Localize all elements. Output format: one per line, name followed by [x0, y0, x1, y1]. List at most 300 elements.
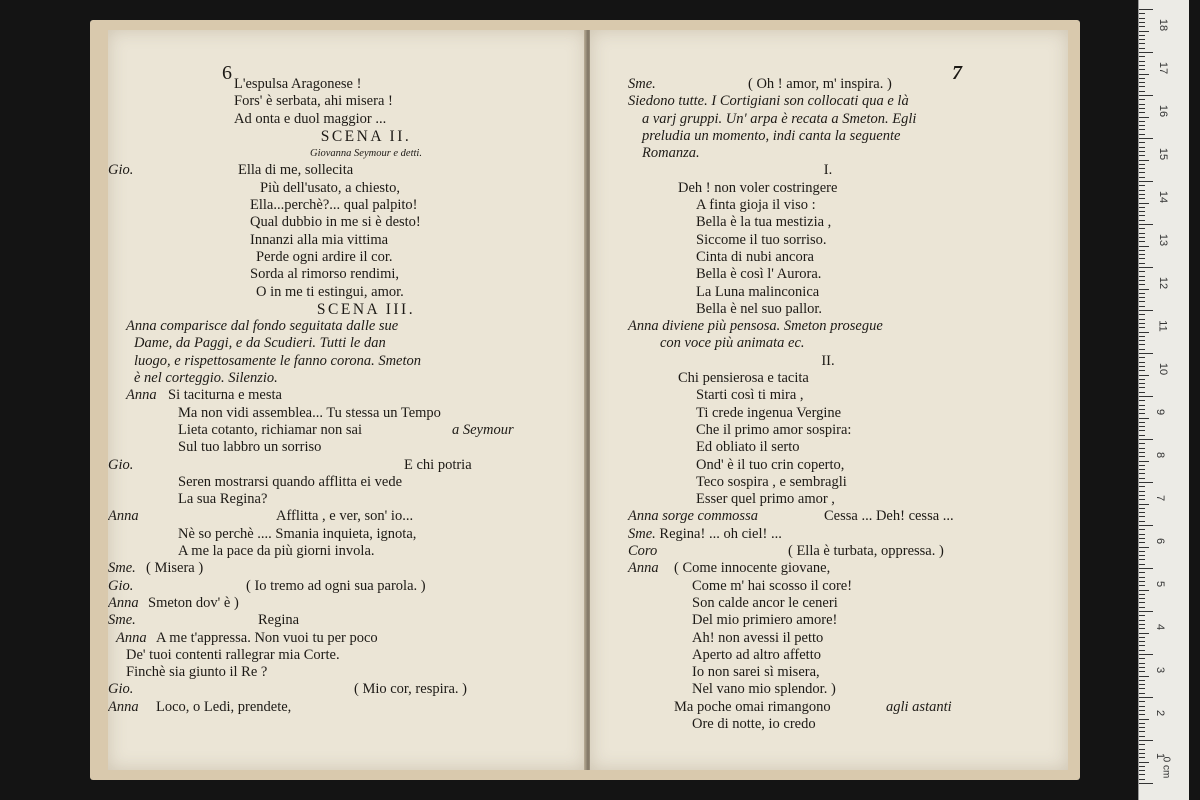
- ruler-tick: [1139, 602, 1145, 603]
- scene-heading: SCENA III.: [316, 300, 416, 318]
- stanza-number: II.: [821, 352, 835, 369]
- ruler-tick: [1139, 112, 1145, 113]
- ruler-tick: [1139, 314, 1145, 315]
- stage-direction: con voce più animata ec.: [660, 335, 805, 352]
- ruler-tick: [1139, 99, 1145, 100]
- speaker-label: Gio.: [108, 456, 134, 473]
- ruler-tick: [1139, 306, 1145, 307]
- dialogue-line: Coro ( Ella è turbata, oppressa. ): [628, 543, 944, 560]
- ruler-tick: [1139, 121, 1145, 122]
- ruler-tick: [1139, 465, 1145, 466]
- ruler-tick: [1139, 439, 1153, 440]
- ruler-tick: [1139, 220, 1145, 221]
- stanza-number: I.: [823, 162, 833, 179]
- ruler-tick: [1139, 568, 1153, 569]
- ruler-tick: [1139, 284, 1145, 285]
- ruler-tick: [1139, 353, 1153, 354]
- ruler-number: 17: [1157, 61, 1170, 75]
- ruler-tick: [1139, 577, 1145, 578]
- ruler-tick: [1139, 224, 1153, 225]
- ruler-tick: [1139, 667, 1145, 668]
- ruler-tick: [1139, 684, 1145, 685]
- ruler-tick: [1139, 31, 1149, 32]
- ruler-tick: [1139, 336, 1145, 337]
- ruler-tick: [1139, 13, 1145, 14]
- text-line: Ond' è il tuo crin coperto,: [696, 456, 845, 473]
- dialogue-line: Sme. ( Oh ! amor, m' inspira. ): [628, 76, 892, 92]
- text-line: Teco sospira , e sembragli: [696, 473, 847, 490]
- ruler-number: 15: [1157, 147, 1170, 161]
- ruler-number: 4: [1154, 623, 1167, 631]
- ruler-number: 1: [1154, 752, 1167, 760]
- ruler-tick: [1139, 366, 1145, 367]
- ruler-tick: [1139, 383, 1145, 384]
- ruler-tick: [1139, 43, 1145, 44]
- dialogue-line: Anna Loco, o Ledi, prendete,: [108, 698, 292, 715]
- text-line: Cinta di nubi ancora: [696, 248, 814, 265]
- text-line: Esser quel primo amor ,: [696, 491, 835, 508]
- ruler-tick: [1139, 663, 1145, 664]
- ruler-number: 10: [1157, 362, 1170, 376]
- ruler-tick: [1139, 770, 1145, 771]
- ruler-tick: [1139, 585, 1145, 586]
- ruler-tick: [1139, 129, 1145, 130]
- ruler-tick: [1139, 714, 1145, 715]
- ruler-tick: [1139, 396, 1153, 397]
- text-line: La Luna malinconica: [696, 283, 820, 300]
- speaker-label: Gio.: [108, 681, 134, 698]
- ruler-tick: [1139, 774, 1145, 775]
- ruler-tick: [1139, 327, 1145, 328]
- speaker-label: Anna: [108, 698, 139, 715]
- ruler-tick: [1139, 215, 1145, 216]
- dialogue-line: Anna Afflitta , e ver, son' io...: [108, 508, 414, 525]
- ruler-tick: [1139, 263, 1145, 264]
- ruler-tick: [1139, 56, 1145, 57]
- ruler-tick: [1139, 766, 1145, 767]
- text-line: Starti così ti mira ,: [696, 387, 804, 404]
- ruler-tick: [1139, 48, 1145, 49]
- ruler-tick: [1139, 258, 1145, 259]
- ruler-tick: [1139, 164, 1145, 165]
- ruler-tick: [1139, 753, 1145, 754]
- ruler-tick: [1139, 469, 1145, 470]
- dialogue-line: Anna Si taciturna e mesta: [126, 387, 282, 404]
- text-line: L'espulsa Aragonese !: [234, 76, 362, 92]
- text-line: Bella è così l' Aurora.: [696, 266, 822, 283]
- ruler-tick: [1139, 620, 1145, 621]
- ruler-tick: [1139, 740, 1153, 741]
- ruler-tick: [1139, 108, 1145, 109]
- ruler-tick: [1139, 250, 1145, 251]
- ruler-tick: [1139, 671, 1145, 672]
- ruler-tick: [1139, 473, 1145, 474]
- ruler-tick: [1139, 267, 1153, 268]
- ruler-tick: [1139, 198, 1145, 199]
- ruler-tick: [1139, 723, 1145, 724]
- ruler-tick: [1139, 749, 1145, 750]
- ruler-tick: [1139, 9, 1153, 10]
- text-line: Ella...perchè?... qual palpito!: [250, 197, 418, 214]
- ruler-tick: [1139, 293, 1145, 294]
- ruler-tick: [1139, 22, 1145, 23]
- text-line: Siccome il tuo sorriso.: [696, 231, 827, 248]
- ruler-tick: [1139, 727, 1145, 728]
- speaker-label: Coro: [628, 543, 658, 560]
- ruler-tick: [1139, 203, 1149, 204]
- ruler-tick: [1139, 555, 1145, 556]
- ruler-tick: [1139, 710, 1145, 711]
- ruler-tick: [1139, 413, 1145, 414]
- dialogue-line: Sme. Regina! ... oh ciel! ...: [628, 525, 782, 542]
- ruler-tick: [1139, 762, 1149, 763]
- ruler-tick: [1139, 495, 1145, 496]
- text-line: Ti crede ingenua Vergine: [696, 404, 842, 421]
- ruler-tick: [1139, 207, 1145, 208]
- text-line: Bella è nel suo pallor.: [696, 300, 823, 317]
- stage-aside: a Seymour: [452, 421, 514, 438]
- ruler-tick: [1139, 370, 1145, 371]
- ruler-number: 2: [1154, 709, 1167, 717]
- ruler-tick: [1139, 35, 1145, 36]
- ruler-tick: [1139, 172, 1145, 173]
- ruler-tick: [1139, 512, 1145, 513]
- ruler-tick: [1139, 78, 1145, 79]
- text-line: Qual dubbio in me si è desto!: [250, 214, 421, 231]
- ruler-tick: [1139, 151, 1145, 152]
- ruler-tick: [1139, 508, 1145, 509]
- ruler-tick: [1139, 645, 1145, 646]
- ruler-tick: [1139, 134, 1145, 135]
- ruler-tick: [1139, 534, 1145, 535]
- ruler-tick: [1139, 319, 1145, 320]
- ruler-number: 7: [1154, 494, 1167, 502]
- text-line: De' tuoi contenti rallegrar mia Corte.: [126, 646, 340, 663]
- text-line: La sua Regina?: [178, 491, 268, 508]
- stage-direction: è nel corteggio. Silenzio.: [134, 370, 278, 387]
- stage-direction: Siedono tutte. I Cortigiani son collocati qua e là: [628, 93, 909, 110]
- ruler-tick: [1139, 18, 1145, 19]
- ruler-tick: [1139, 310, 1153, 311]
- ruler-tick: [1139, 340, 1145, 341]
- ruler-tick: [1139, 744, 1145, 745]
- ruler-number: 11: [1156, 320, 1169, 332]
- ruler-tick: [1139, 39, 1145, 40]
- ruler-tick: [1139, 409, 1145, 410]
- dialogue-line: Gio. ( Mio cor, respira. ): [108, 681, 467, 698]
- text-line: Aperto ad altro affetto: [692, 646, 821, 663]
- ruler-tick: [1139, 633, 1149, 634]
- ruler-number: 9: [1154, 408, 1167, 416]
- ruler-tick: [1139, 628, 1145, 629]
- ruler-tick: [1139, 69, 1145, 70]
- text-line: Ma poche omai rimangono agli astanti: [674, 698, 952, 715]
- ruler-tick: [1139, 387, 1145, 388]
- ruler-tick: [1139, 155, 1145, 156]
- text-line: Che il primo amor sospira:: [696, 421, 852, 438]
- ruler-tick: [1139, 499, 1145, 500]
- text-line: Sul tuo labbro un sorriso: [178, 439, 322, 456]
- ruler-tick: [1139, 190, 1145, 191]
- ruler-tick: [1139, 551, 1145, 552]
- ruler-number: 18: [1157, 18, 1170, 32]
- stage-direction: luogo, e rispettosamente le fanno corona. Smeton: [134, 352, 422, 369]
- ruler-tick: [1139, 525, 1153, 526]
- ruler-tick: [1139, 104, 1145, 105]
- ruler-tick: [1139, 323, 1145, 324]
- ruler-tick: [1139, 349, 1145, 350]
- text-line: Innanzi alla mia vittima: [250, 231, 389, 248]
- dialogue-line: Anna sorge commossa Cessa ... Deh! cessa ...: [628, 508, 954, 525]
- ruler-tick: [1139, 680, 1145, 681]
- left-page: [108, 30, 586, 770]
- text-line: Come m' hai scosso il core!: [692, 577, 853, 594]
- ruler-tick: [1139, 581, 1145, 582]
- dialogue-line: Anna Smeton dov' è ): [108, 594, 239, 611]
- stage-direction: preludia un momento, indi canta la seguente: [642, 127, 901, 144]
- ruler-tick: [1139, 254, 1145, 255]
- ruler-tick: [1139, 280, 1145, 281]
- speaker-label: Sme.: [628, 76, 656, 92]
- ruler-tick: [1139, 233, 1145, 234]
- speaker-label: Gio.: [108, 577, 134, 594]
- text-line: A me la pace da più giorni invola.: [178, 543, 375, 560]
- stage-direction: Romanza.: [642, 145, 700, 162]
- dialogue-line: Gio. Ella di me, sollecita: [108, 162, 354, 179]
- dialogue-line: Sme. ( Misera ): [108, 560, 204, 577]
- speaker-label: Anna: [108, 594, 139, 611]
- ruler-tick: [1139, 168, 1145, 169]
- ruler-number: 3: [1154, 666, 1167, 674]
- speaker-label: Anna: [628, 560, 659, 577]
- ruler-number: 5: [1154, 580, 1167, 588]
- text-line: Più dell'usato, a chiesto,: [260, 179, 400, 196]
- ruler-tick: [1139, 246, 1149, 247]
- dialogue-line: Anna ( Come innocente giovane,: [628, 560, 831, 577]
- speaker-label: Anna: [126, 387, 157, 404]
- ruler-tick: [1139, 491, 1145, 492]
- text-line: Del mio primiero amore!: [692, 612, 838, 629]
- ruler-tick: [1139, 731, 1145, 732]
- scene-heading: SCENA II.: [320, 127, 412, 145]
- text-line: Chi pensierosa e tacita: [678, 370, 809, 387]
- ruler-tick: [1139, 607, 1145, 608]
- ruler-tick: [1139, 276, 1145, 277]
- ruler-tick: [1139, 241, 1145, 242]
- ruler-tick: [1139, 564, 1145, 565]
- ruler-tick: [1139, 757, 1145, 758]
- dialogue-line: Anna A me t'appressa. Non vuoi tu per poco: [116, 629, 378, 646]
- text-line: Ma non vidi assemblea... Tu stessa un Tempo: [178, 404, 441, 421]
- ruler-tick: [1139, 52, 1153, 53]
- ruler-tick: [1139, 448, 1145, 449]
- ruler-number: 6: [1154, 537, 1167, 545]
- ruler-tick: [1139, 598, 1145, 599]
- page-number-left: 6: [222, 62, 232, 84]
- ruler-tick: [1139, 590, 1149, 591]
- ruler-tick: [1139, 418, 1149, 419]
- ruler-tick: [1139, 456, 1145, 457]
- ruler-tick: [1139, 435, 1145, 436]
- ruler-tick: [1139, 95, 1153, 96]
- ruler-tick: [1139, 160, 1149, 161]
- ruler-tick: [1139, 547, 1149, 548]
- ruler-tick: [1139, 228, 1145, 229]
- text-line: Son calde ancor le ceneri: [692, 594, 838, 611]
- speaker-label: Anna: [628, 318, 659, 335]
- ruler-tick: [1139, 297, 1145, 298]
- ruler-tick: [1139, 61, 1145, 62]
- ruler-tick: [1139, 482, 1153, 483]
- text-line: Lieta cotanto, richiamar non sai a Seymour: [178, 421, 514, 438]
- speaker-label: Gio.: [108, 162, 134, 179]
- ruler-tick: [1139, 654, 1153, 655]
- ruler-tick: [1139, 422, 1145, 423]
- ruler-tick: [1139, 719, 1149, 720]
- text-line: Ed obliato il serto: [696, 439, 800, 456]
- ruler-tick: [1139, 461, 1149, 462]
- ruler-tick: [1139, 91, 1145, 92]
- ruler-tick: [1139, 289, 1149, 290]
- text-line: Bella è la tua mestizia ,: [696, 214, 832, 231]
- text-line: Ore di notte, io credo: [692, 715, 816, 732]
- ruler-tick: [1139, 357, 1145, 358]
- text-line: Deh ! non voler costringere: [678, 179, 838, 196]
- ruler-tick: [1139, 701, 1145, 702]
- text-line: A finta gioja il viso :: [696, 197, 816, 214]
- ruler-tick: [1139, 615, 1145, 616]
- ruler-tick: [1139, 379, 1145, 380]
- ruler-tick: [1139, 559, 1145, 560]
- ruler-tick: [1139, 26, 1145, 27]
- ruler-tick: [1139, 405, 1145, 406]
- stage-aside: agli astanti: [886, 698, 952, 715]
- ruler-tick: [1139, 516, 1145, 517]
- ruler-number: 14: [1157, 190, 1170, 204]
- ruler-tick: [1139, 486, 1145, 487]
- speaker-label: Sme.: [108, 560, 136, 577]
- ruler-tick: [1139, 538, 1145, 539]
- right-page-text: [628, 76, 1048, 733]
- ruler-tick: [1139, 426, 1145, 427]
- ruler-number: 13: [1157, 233, 1170, 247]
- ruler-tick: [1139, 74, 1149, 75]
- ruler-tick: [1139, 301, 1145, 302]
- ruler-tick: [1139, 641, 1145, 642]
- ruler-tick: [1139, 693, 1145, 694]
- ruler-tick: [1139, 688, 1145, 689]
- ruler-tick: [1139, 650, 1145, 651]
- ruler-unit: 0 cm: [1160, 756, 1172, 779]
- stage-direction: Anna diviene più pensosa. Smeton prosegue: [628, 318, 883, 335]
- dialogue-line: Sme. Regina: [108, 612, 300, 629]
- ruler-tick: [1139, 194, 1145, 195]
- text-line: Nel vano mio splendor. ): [692, 681, 836, 698]
- text-line: Fors' è serbata, ahi misera !: [234, 93, 393, 110]
- ruler-tick: [1139, 185, 1145, 186]
- ruler-tick: [1139, 125, 1145, 126]
- ruler-tick: [1139, 783, 1153, 784]
- speaker-label: Sme.: [108, 612, 136, 629]
- ruler-tick: [1139, 430, 1145, 431]
- ruler-tick: [1139, 138, 1153, 139]
- ruler-tick: [1139, 86, 1145, 87]
- ruler-number: 16: [1157, 104, 1170, 118]
- ruler-tick: [1139, 211, 1145, 212]
- text-line: Sorda al rimorso rendimi,: [250, 266, 400, 283]
- ruler-tick: [1139, 117, 1149, 118]
- ruler-tick: [1139, 400, 1145, 401]
- dialogue-line: Gio. E chi potria: [108, 456, 472, 473]
- ruler-tick: [1139, 624, 1145, 625]
- stage-direction: Dame, da Paggi, e da Scudieri. Tutti le dan: [134, 335, 386, 352]
- text-line: Nè so perchè .... Smania inquieta, ignota,: [178, 525, 417, 542]
- ruler-tick: [1139, 142, 1145, 143]
- ruler-tick: [1139, 572, 1145, 573]
- text-line: Seren mostrarsi quando afflitta ei vede: [178, 473, 403, 490]
- ruler-tick: [1139, 676, 1149, 677]
- ruler-tick: [1139, 147, 1145, 148]
- ruler-tick: [1139, 594, 1145, 595]
- speaker-label: Anna: [628, 508, 659, 525]
- ruler-tick: [1139, 237, 1145, 238]
- stage-direction: Anna comparisce dal fondo seguitata dalle sue: [126, 318, 399, 335]
- ruler-tick: [1139, 542, 1145, 543]
- stage-direction: a varj gruppi. Un' arpa è recata a Smeton. Egli: [642, 110, 917, 127]
- stage-direction: Giovanna Seymour e detti.: [310, 148, 422, 160]
- ruler-tick: [1139, 529, 1145, 530]
- right-page: [590, 30, 1068, 770]
- ruler-tick: [1139, 478, 1145, 479]
- ruler-tick: [1139, 344, 1145, 345]
- ruler-tick: [1139, 375, 1149, 376]
- ruler-tick: [1139, 392, 1145, 393]
- speaker-label: Anna: [116, 629, 147, 646]
- ruler-tick: [1139, 65, 1145, 66]
- ruler-tick: [1139, 452, 1145, 453]
- ruler-tick: [1139, 779, 1145, 780]
- ruler-tick: [1139, 637, 1145, 638]
- text-line: Finchè sia giunto il Re ?: [126, 664, 268, 681]
- ruler-tick: [1139, 706, 1145, 707]
- ruler-tick: [1139, 658, 1145, 659]
- ruler-number: 8: [1154, 451, 1167, 459]
- ruler-tick: [1139, 181, 1153, 182]
- ruler-tick: [1139, 736, 1145, 737]
- speaker-label: Anna: [108, 508, 139, 525]
- text-line: O in me ti estingui, amor.: [256, 283, 404, 300]
- ruler-number: 12: [1157, 276, 1170, 290]
- left-page-text: [108, 76, 586, 716]
- ruler-tick: [1139, 521, 1145, 522]
- text-line: Io non sarei sì misera,: [692, 664, 820, 681]
- text-line: Ah! non avessi il petto: [692, 629, 824, 646]
- text-line: Perde ogni ardire il cor.: [256, 248, 393, 265]
- ruler-tick: [1139, 177, 1145, 178]
- measurement-ruler: [1138, 0, 1189, 800]
- ruler-tick: [1139, 332, 1149, 333]
- page-number-right: 7: [952, 62, 962, 84]
- text-line: Ad onta e duol maggior ...: [234, 110, 387, 127]
- ruler-tick: [1139, 697, 1153, 698]
- ruler-tick: [1139, 271, 1145, 272]
- ruler-tick: [1139, 362, 1145, 363]
- ruler-tick: [1139, 611, 1153, 612]
- ruler-tick: [1139, 504, 1149, 505]
- ruler-tick: [1139, 82, 1145, 83]
- dialogue-line: Gio. ( Io tremo ad ogni sua parola. ): [108, 577, 426, 594]
- speaker-label: Sme.: [628, 525, 656, 542]
